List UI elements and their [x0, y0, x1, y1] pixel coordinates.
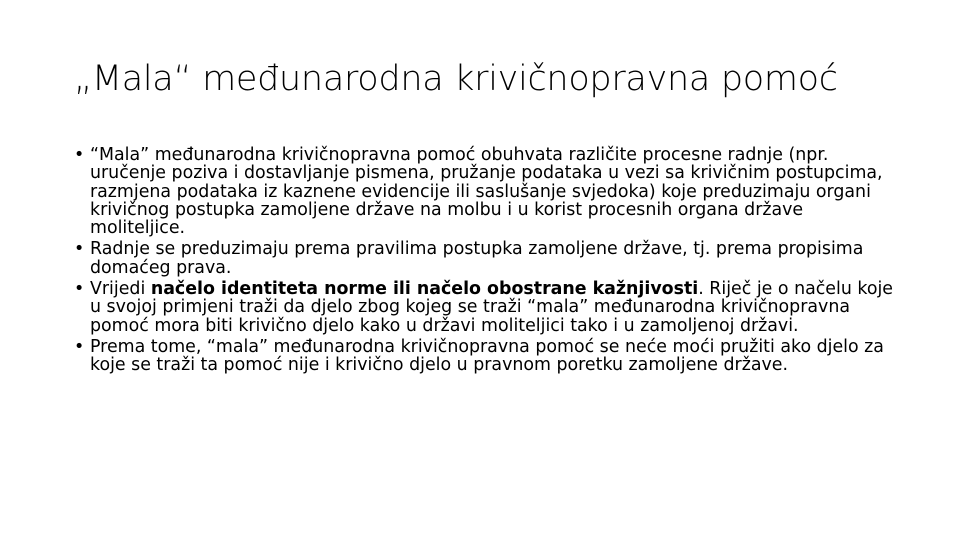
bullet-text: Radnje se preduzimaju prema pravilima postupka zamoljene države, tj. prema propisima domaćeg prava. [90, 239, 864, 278]
bullet-item-3 [74, 280, 899, 335]
slide-title: „Mala“ međunarodna krivičnopravna pomoć [74, 59, 838, 99]
bullet-text: “Mala” međunarodna krivičnopravna pomoć obuhvata različite procesne radnje (npr. uručenje poziva i dostavljanje pismena, pružanje podataka u vezi sa krivičnim postupcima, razmjena podataka iz kaznene evidencije ili saslušanje svjedoka) koje preduzimaju organi krivičnog postupka zamoljene države na molbu i u korist procesnih organa države moliteljice. [90, 145, 883, 239]
bullet-list [74, 146, 899, 375]
bullet-text-before: Vrijedi [90, 279, 151, 300]
bullet-text-after: . Riječ je o načelu koje u svojoj primjeni traži da djelo zbog kojeg se traži “mala” međunarodna krivičnopravna pomoć mora biti krivično djelo kako u državi moliteljici tako i u zamoljenoj državi. [90, 279, 894, 336]
bullet-item-4 [74, 338, 899, 375]
bullet-emphasis: načelo identiteta norme ili načelo obostrane kažnjivosti [150, 279, 699, 300]
bullet-text: Prema tome, “mala” međunarodna krivičnopravna pomoć se neće moći pružiti ako djelo za koje se traži ta pomoć nije i krivično djelo u pravnom poretku zamoljene države. [90, 336, 884, 376]
bullet-item-1 [74, 146, 899, 237]
slide-body [74, 146, 899, 378]
bullet-item-2 [74, 240, 899, 277]
